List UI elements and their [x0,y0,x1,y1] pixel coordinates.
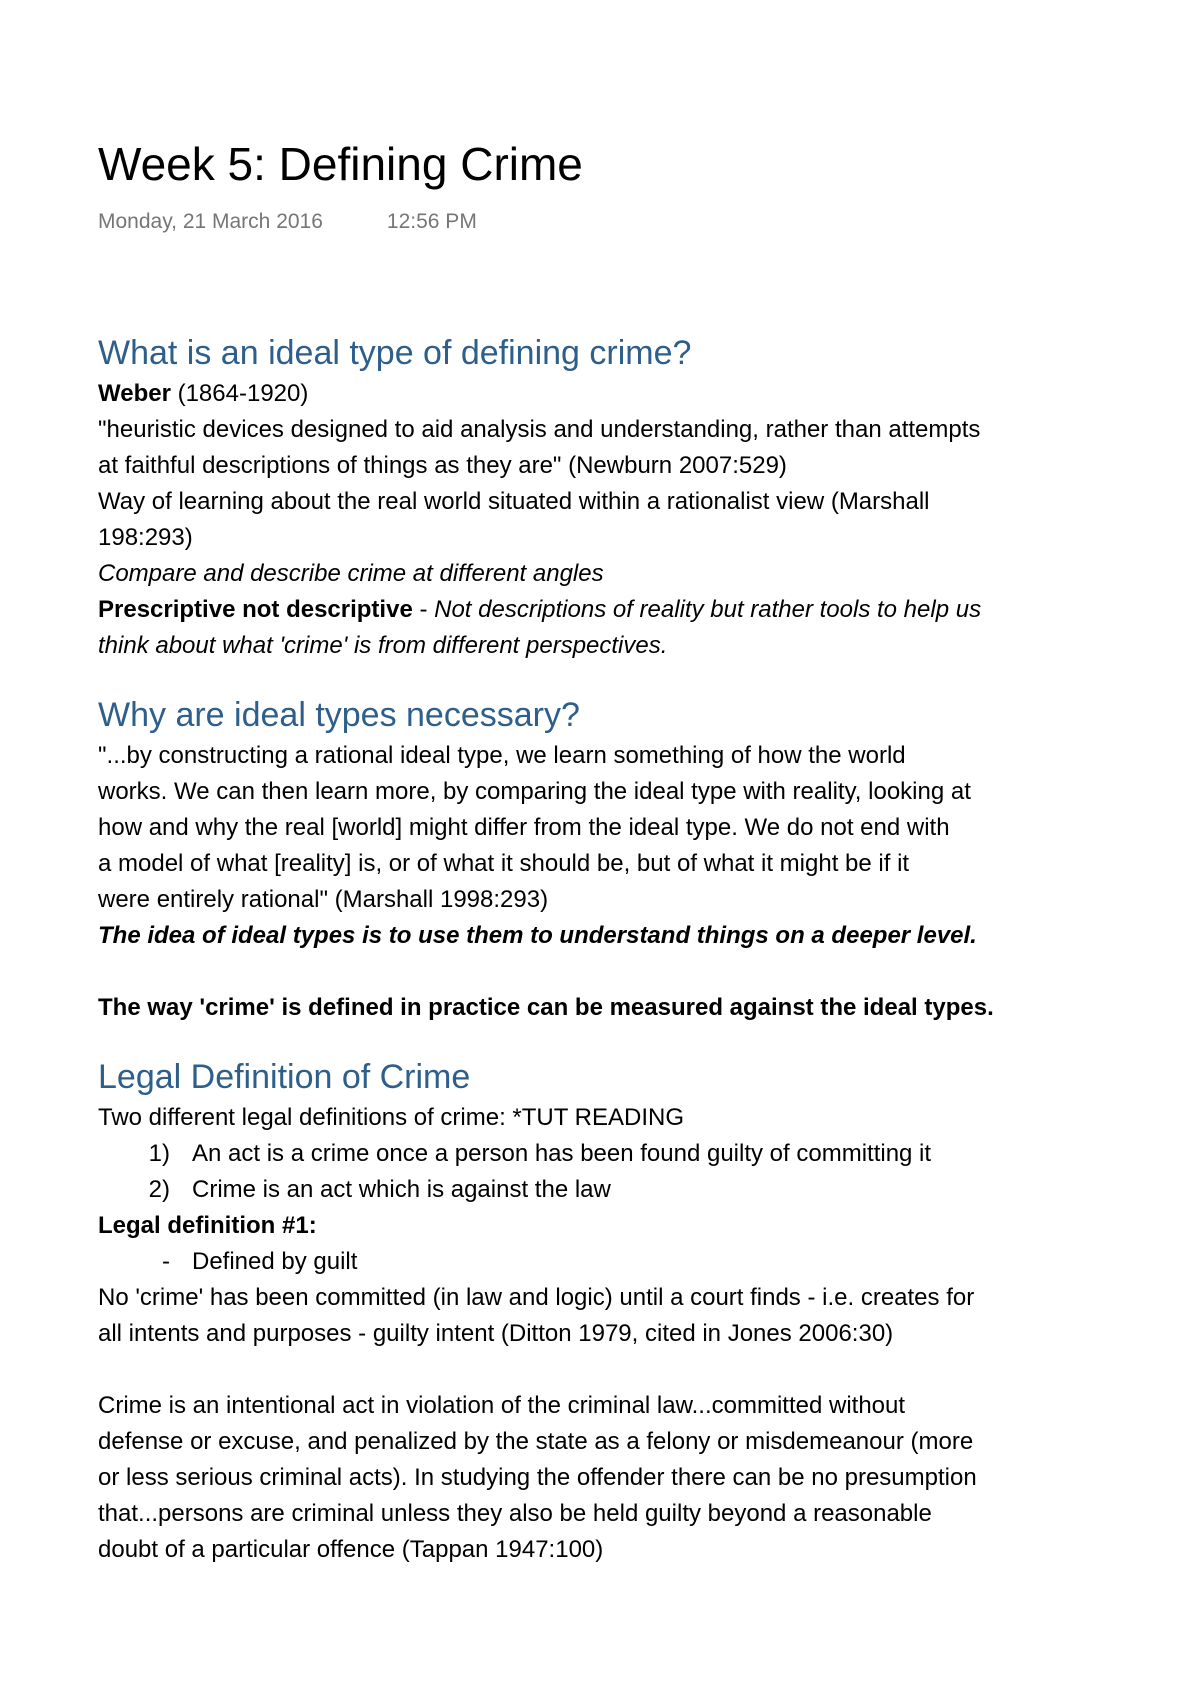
prescriptive-separator: - [412,596,435,623]
def1-bullets [98,1244,1118,1280]
list-item [98,1136,1118,1172]
idea-statement: The idea of ideal types is to use them to understand things on a deeper level. [98,922,977,949]
marshall-quote-line: how and why the real [world] might differ from the ideal type. We do not end with [98,814,950,841]
ditton-line: all intents and purposes - guilty intent (Ditton 1979, cited in Jones 2006:30) [98,1320,894,1347]
prescriptive-text: Not descriptions of reality but rather tools to help us [434,596,982,623]
list-marker: 1) [148,1140,170,1167]
list-item-text: An act is a crime once a person has been found guilty of committing it [192,1140,932,1167]
weber-dates: (1864-1920) [170,380,309,407]
tappan-line: defense or excuse, and penalized by the state as a felony or misdemeanour (more [98,1428,974,1455]
legal-def1-heading: Legal definition #1: [98,1212,317,1239]
blank-line [98,1352,1118,1388]
legal-intro: Two different legal definitions of crime: *TUT READING [98,1104,685,1131]
marshall-quote-line: were entirely rational" (Marshall 1998:293) [98,886,549,913]
page-content [98,330,1118,1592]
marshall-quote-line: a model of what [reality] is, or of what it should be, but of what it might be if it [98,850,910,877]
heuristic-quote-line: "heuristic devices designed to aid analysis and understanding, rather than attempts [98,416,981,443]
page-date: Monday, 21 March 2016 [98,210,323,233]
list-item-text: Defined by guilt [192,1248,358,1275]
heading-legal-definition: Legal Definition of Crime [98,1058,471,1096]
list-item [98,1172,1118,1208]
list-marker: 2) [148,1176,170,1203]
prescriptive-line [98,592,1118,628]
list-item [98,1244,1118,1280]
heading-ideal-type: What is an ideal type of defining crime? [98,334,692,372]
prescriptive-label: Prescriptive not descriptive [98,596,413,623]
list-item-text: Crime is an act which is against the law [192,1176,611,1203]
weber-line [98,376,1118,412]
weber-name: Weber [98,380,171,407]
ditton-line: No 'crime' has been committed (in law and logic) until a court finds - i.e. creates for [98,1284,975,1311]
prescriptive-text-cont: think about what 'crime' is from different perspectives. [98,632,668,659]
page-timestamp [98,208,477,236]
page-title: Week 5: Defining Crime [98,138,583,190]
marshall-quote-line: "...by constructing a rational ideal type, we learn something of how the world [98,742,906,769]
heuristic-quote-line: at faithful descriptions of things as they are" (Newburn 2007:529) [98,452,787,479]
compare-line: Compare and describe crime at different angles [98,560,604,587]
rationalist-view-line: 198:293) [98,524,193,551]
rationalist-view-line: Way of learning about the real world situated within a rationalist view (Marshall [98,488,930,515]
tappan-line: Crime is an intentional act in violation of the criminal law...committed without [98,1392,906,1419]
blank-line [98,954,1118,990]
page-time: 12:56 PM [386,210,477,233]
tappan-line: or less serious criminal acts). In studying the offender there can be no presumption [98,1464,977,1491]
marshall-quote-line: works. We can then learn more, by comparing the ideal type with reality, looking at [98,778,971,805]
heading-why-necessary: Why are ideal types necessary? [98,696,580,734]
legal-definitions-list [98,1136,1118,1208]
tappan-line-cut: doubt of a particular offence (Tappan 1947:100) [98,1536,604,1563]
dash-marker: - [162,1248,170,1275]
measured-statement: The way 'crime' is defined in practice can be measured against the ideal types. [98,994,994,1021]
tappan-line: that...persons are criminal unless they also be held guilty beyond a reasonable [98,1500,932,1527]
